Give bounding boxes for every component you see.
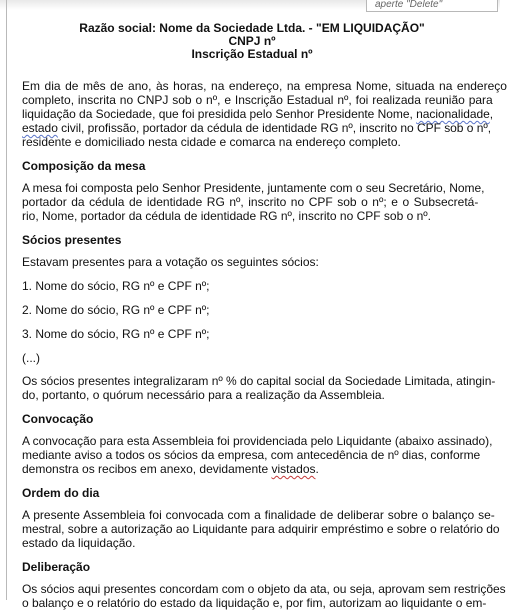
section-heading-socios: Sócios presentes [22, 233, 122, 247]
delete-hint-box [366, 0, 498, 12]
intro-line-part: liquidação da Sociedade, que foi presidida pelo Senhor Presidente Nome, [22, 107, 417, 121]
document-title-block [12, 22, 492, 61]
convocacao-line: A convocação para esta Assembleia foi providenciada pelo Liquidante (abaixo assinado), [22, 434, 493, 448]
socio-list-item: 3. Nome do sócio, RG nº e CPF nº; [22, 327, 210, 341]
socio-list-ellipsis: (...) [22, 351, 40, 365]
socio-list-item: 1. Nome do sócio, RG nº e CPF nº; [22, 279, 210, 293]
intro-line [22, 121, 492, 135]
ordem-line: mestral, sobre a autorização ao Liquidante para adquirir empréstimo e sobre o relatório do [22, 522, 500, 536]
ordem-paragraph [22, 508, 500, 550]
convocacao-line-part: . [315, 462, 319, 476]
intro-line-part: civil, profissão, portador da cédula de identidade RG nº, inscrito no CPF sob o nº, [57, 121, 492, 135]
ordem-line: A presente Assembleia foi convocada com a finalidade de deliberar sobre o balanço se- [22, 508, 495, 522]
title-company-name: Razão social: Nome da Sociedade Ltda. - "EM LIQUIDAÇÃO" [79, 21, 425, 35]
socio-list-item: 2. Nome do sócio, RG nº e CPF nº; [22, 303, 210, 317]
nacionalidade-spellcheck: nacionalidade [416, 107, 490, 121]
socios-closing-line: do, portanto, o quórum necessário para a realização da Assembleia. [22, 388, 385, 402]
intro-line: Em dia de mês de ano, às horas, na endereço, na empresa Nome, situada na endereço [22, 79, 507, 93]
composicao-line: portador da cédula de identidade RG nº, inscrito no CPF sob o nº; e o Subsecretá- [22, 195, 479, 209]
intro-line [22, 107, 494, 121]
title-cnpj: CNPJ nº [228, 34, 276, 48]
socios-closing-line: Os sócios presentes integralizaram nº % do capital social da Sociedade Limitada, atingin- [22, 374, 496, 388]
socios-closing-paragraph [22, 374, 496, 402]
intro-line: completo, inscrita no CNPJ sob o nº, e Inscrição Estadual nº, foi realizada reunião para [22, 93, 493, 107]
deliberacao-line: Os sócios aqui presentes concordam com o objeto da ata, ou seja, aprovam sem restrições [22, 582, 506, 596]
intro-line: residente e domiciliado nesta cidade e comarca na endereço completo. [22, 135, 401, 149]
estado-spellcheck: estado [22, 121, 58, 135]
deliberacao-line: o balanço e o relatório do estado da liquidação e, por fim, autorizam ao liquidante o em- [22, 596, 487, 610]
document-content [22, 21, 507, 610]
title-state-registration: Inscrição Estadual nº [191, 47, 313, 61]
section-heading-composicao: Composição da mesa [22, 159, 146, 173]
ordem-line: estado da liquidação. [22, 536, 136, 550]
page-left-border [6, 0, 7, 600]
socios-intro: Estavam presentes para a votação os seguintes sócios: [22, 255, 319, 269]
vistados-spellcheck: vistados [271, 462, 316, 476]
deliberacao-paragraph [22, 582, 506, 610]
intro-line-part: , [489, 107, 494, 121]
convocacao-line-part: demonstra os recibos em anexo, devidamente [22, 462, 272, 476]
composicao-paragraph [22, 181, 485, 223]
composicao-line: A mesa foi composta pelo Senhor Presidente, juntamente com o seu Secretário, Nome, [22, 181, 485, 195]
delete-hint-text: aperte "Delete" [375, 0, 443, 10]
convocacao-line: mediante aviso a todos os sócios da empresa, com antecedência de nº dias, conforme [22, 448, 481, 462]
section-heading-convocacao: Convocação [22, 412, 94, 426]
convocacao-paragraph [22, 434, 493, 476]
section-heading-deliberacao: Deliberação [22, 560, 91, 574]
intro-paragraph [22, 79, 507, 149]
section-heading-ordem: Ordem do dia [22, 486, 100, 500]
convocacao-line [22, 462, 482, 476]
composicao-line: rio, Nome, portador da cédula de identidade RG nº, inscrito no CPF sob o nº. [22, 209, 431, 223]
